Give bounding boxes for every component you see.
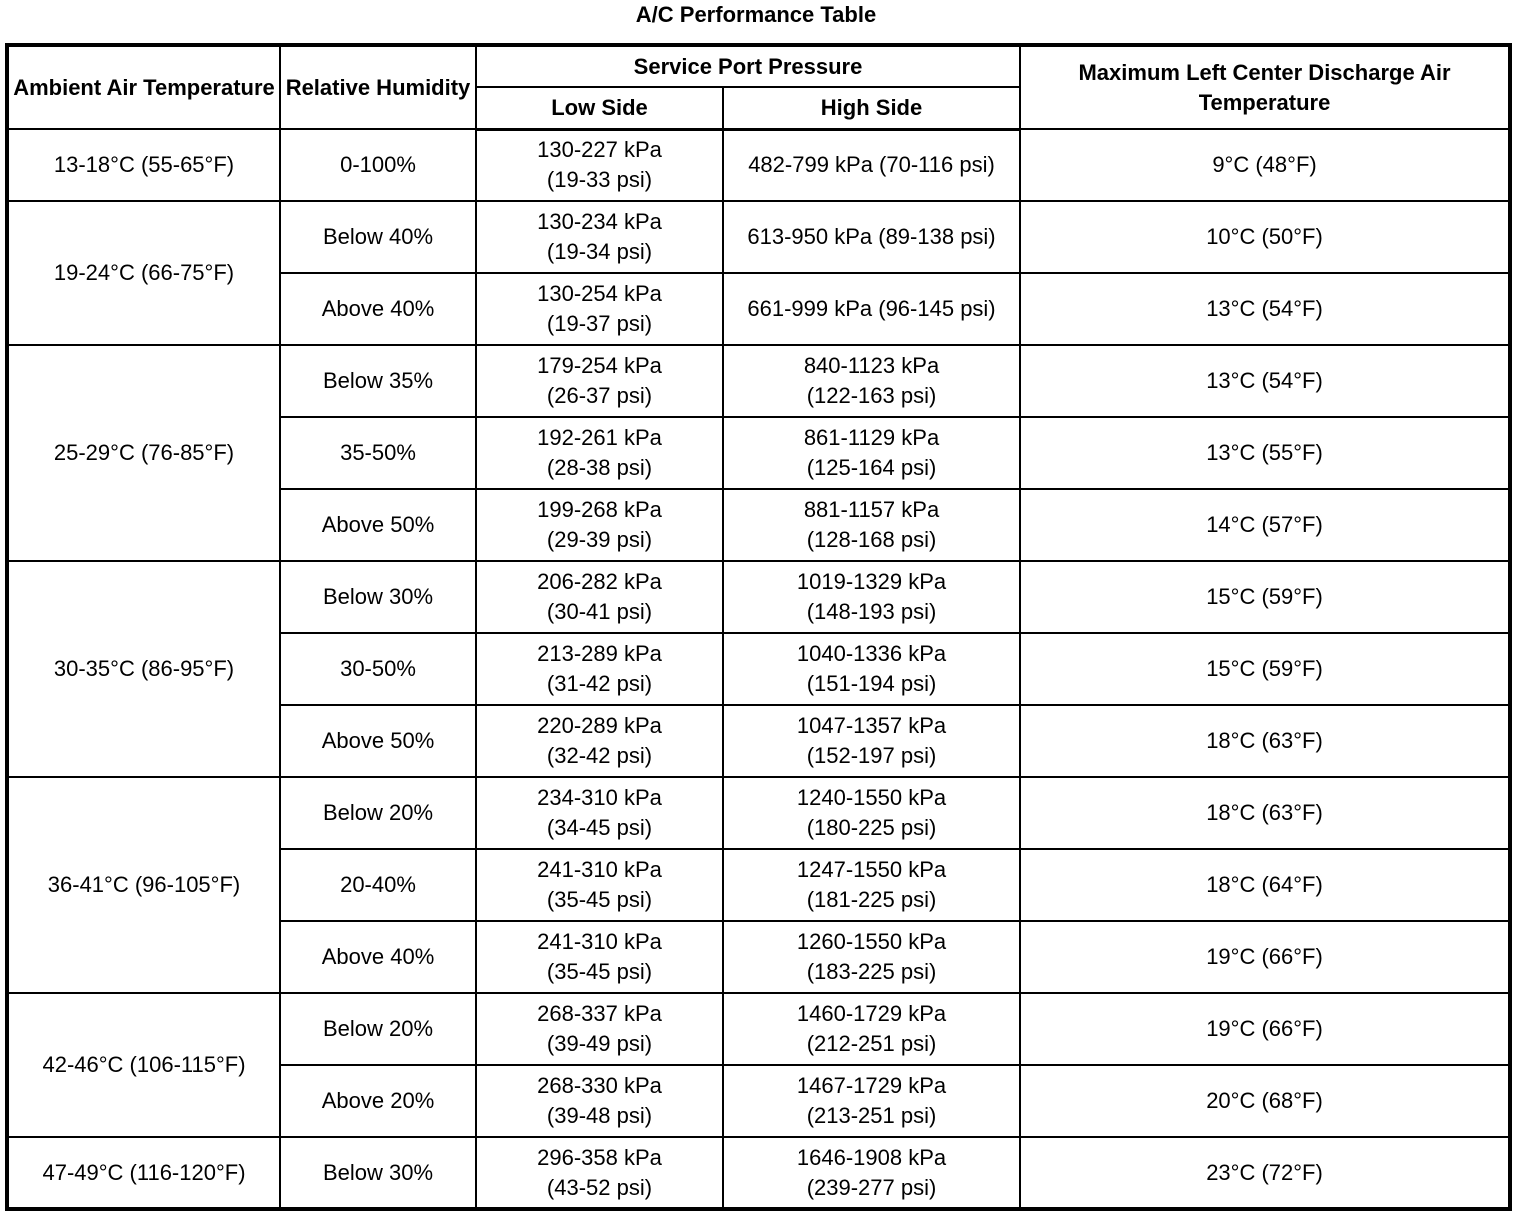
high-side-kpa: 482-799 kPa (70-116 psi) <box>748 152 995 178</box>
high-side-psi: (213-251 psi) <box>806 1103 937 1128</box>
relative-humidity-cell: Below 40% <box>280 201 476 273</box>
header-high-side: High Side <box>723 87 1020 129</box>
high-side-pressure-cell <box>723 489 1020 561</box>
high-side-kpa: 1019-1329 kPa <box>796 569 947 594</box>
high-side-psi: (180-225 psi) <box>806 815 937 840</box>
low-side-psi: (35-45 psi) <box>546 887 653 912</box>
low-side-psi: (43-52 psi) <box>546 1174 653 1200</box>
high-side-psi: (239-277 psi) <box>806 1174 937 1200</box>
max-discharge-temperature-cell: 13°C (54°F) <box>1020 273 1510 345</box>
low-side-kpa: 130-254 kPa <box>537 281 662 306</box>
low-side-pressure-cell <box>476 1065 723 1137</box>
high-side-pressure-cell <box>723 777 1020 849</box>
low-side-kpa: 234-310 kPa <box>537 785 662 810</box>
ambient-temperature-cell: 19-24°C (66-75°F) <box>7 201 280 345</box>
max-discharge-temperature-cell: 20°C (68°F) <box>1020 1065 1510 1137</box>
ambient-temperature-cell: 36-41°C (96-105°F) <box>7 777 280 993</box>
low-side-psi: (29-39 psi) <box>546 527 653 552</box>
high-side-pressure-cell <box>723 417 1020 489</box>
relative-humidity-cell: Below 20% <box>280 777 476 849</box>
low-side-pressure-cell <box>476 345 723 417</box>
table-row <box>7 129 1510 201</box>
low-side-psi: (19-33 psi) <box>546 167 653 193</box>
high-side-kpa: 881-1157 kPa <box>803 497 940 522</box>
low-side-kpa: 241-310 kPa <box>537 857 662 882</box>
low-side-pressure-cell <box>476 561 723 633</box>
high-side-kpa: 861-1129 kPa <box>803 425 940 450</box>
high-side-pressure-cell <box>723 201 1020 273</box>
table-body <box>7 129 1510 1209</box>
high-side-pressure-cell <box>723 1137 1020 1209</box>
high-side-psi: (151-194 psi) <box>806 671 937 696</box>
ambient-temperature-cell: 42-46°C (106-115°F) <box>7 993 280 1137</box>
low-side-pressure-cell <box>476 921 723 993</box>
high-side-psi: (148-193 psi) <box>806 599 937 624</box>
max-discharge-temperature-cell: 18°C (64°F) <box>1020 849 1510 921</box>
low-side-kpa: 179-254 kPa <box>537 353 662 378</box>
header-low-side: Low Side <box>476 87 723 129</box>
high-side-pressure-cell <box>723 993 1020 1065</box>
high-side-psi: (152-197 psi) <box>806 743 937 768</box>
ac-performance-table <box>5 43 1512 1211</box>
relative-humidity-cell: Below 30% <box>280 561 476 633</box>
low-side-kpa: 206-282 kPa <box>537 569 662 594</box>
high-side-pressure-cell <box>723 1065 1020 1137</box>
low-side-psi: (39-49 psi) <box>546 1031 653 1056</box>
low-side-psi: (28-38 psi) <box>546 455 653 480</box>
high-side-pressure-cell <box>723 129 1020 201</box>
table-row <box>7 1137 1510 1209</box>
high-side-kpa: 1247-1550 kPa <box>796 857 947 882</box>
relative-humidity-cell: Above 40% <box>280 273 476 345</box>
max-discharge-temperature-cell: 18°C (63°F) <box>1020 777 1510 849</box>
high-side-kpa: 1460-1729 kPa <box>796 1001 947 1026</box>
low-side-kpa: 268-337 kPa <box>537 1001 662 1026</box>
ambient-temperature-cell: 47-49°C (116-120°F) <box>7 1137 280 1209</box>
table-row <box>7 561 1510 633</box>
relative-humidity-cell: Below 35% <box>280 345 476 417</box>
high-side-pressure-cell <box>723 705 1020 777</box>
low-side-psi: (30-41 psi) <box>546 599 653 624</box>
high-side-psi: (125-164 psi) <box>806 455 937 480</box>
table-row <box>7 777 1510 849</box>
high-side-kpa: 613-950 kPa (89-138 psi) <box>747 224 996 249</box>
high-side-kpa: 1040-1336 kPa <box>796 641 947 666</box>
max-discharge-temperature-cell: 10°C (50°F) <box>1020 201 1510 273</box>
relative-humidity-cell: Above 50% <box>280 489 476 561</box>
low-side-kpa: 192-261 kPa <box>537 425 662 450</box>
low-side-psi: (32-42 psi) <box>546 743 653 768</box>
low-side-kpa: 213-289 kPa <box>537 641 662 666</box>
relative-humidity-cell: 0-100% <box>280 129 476 201</box>
low-side-psi: (35-45 psi) <box>546 959 653 984</box>
low-side-psi: (34-45 psi) <box>546 815 653 840</box>
low-side-pressure-cell <box>476 777 723 849</box>
relative-humidity-cell: Above 40% <box>280 921 476 993</box>
low-side-pressure-cell <box>476 633 723 705</box>
max-discharge-temperature-cell: 15°C (59°F) <box>1020 561 1510 633</box>
max-discharge-temperature-cell: 14°C (57°F) <box>1020 489 1510 561</box>
high-side-pressure-cell <box>723 633 1020 705</box>
low-side-psi: (19-34 psi) <box>546 239 653 264</box>
max-discharge-temperature-cell: 15°C (59°F) <box>1020 633 1510 705</box>
low-side-pressure-cell <box>476 705 723 777</box>
max-discharge-temperature-cell: 19°C (66°F) <box>1020 993 1510 1065</box>
low-side-kpa: 130-234 kPa <box>537 209 662 234</box>
header-ambient-air-temperature: Ambient Air Temperature <box>7 45 280 129</box>
relative-humidity-cell: Below 30% <box>280 1137 476 1209</box>
low-side-pressure-cell <box>476 849 723 921</box>
max-discharge-temperature-cell: 13°C (54°F) <box>1020 345 1510 417</box>
low-side-pressure-cell <box>476 993 723 1065</box>
high-side-pressure-cell <box>723 273 1020 345</box>
high-side-psi: (183-225 psi) <box>806 959 937 984</box>
relative-humidity-cell: Above 50% <box>280 705 476 777</box>
high-side-psi: (128-168 psi) <box>806 527 937 552</box>
high-side-pressure-cell <box>723 561 1020 633</box>
header-relative-humidity: Relative Humidity <box>280 45 476 129</box>
relative-humidity-cell: 35-50% <box>280 417 476 489</box>
max-discharge-temperature-cell: 23°C (72°F) <box>1020 1137 1510 1209</box>
high-side-kpa: 1467-1729 kPa <box>796 1073 947 1098</box>
high-side-kpa: 1047-1357 kPa <box>796 713 947 738</box>
table-row <box>7 201 1510 273</box>
low-side-pressure-cell <box>476 273 723 345</box>
max-discharge-temperature-cell: 13°C (55°F) <box>1020 417 1510 489</box>
page-title: A/C Performance Table <box>635 2 877 27</box>
low-side-kpa: 130-227 kPa <box>537 137 662 163</box>
relative-humidity-cell: Above 20% <box>280 1065 476 1137</box>
high-side-pressure-cell <box>723 345 1020 417</box>
low-side-pressure-cell <box>476 417 723 489</box>
relative-humidity-cell: 20-40% <box>280 849 476 921</box>
ambient-temperature-cell: 30-35°C (86-95°F) <box>7 561 280 777</box>
table-header <box>7 45 1510 129</box>
high-side-kpa: 840-1123 kPa <box>803 353 940 378</box>
ambient-temperature-cell: 13-18°C (55-65°F) <box>7 129 280 201</box>
low-side-psi: (26-37 psi) <box>546 383 653 408</box>
relative-humidity-cell: 30-50% <box>280 633 476 705</box>
header-max-discharge-air-temperature: Maximum Left Center Discharge Air Temperature <box>1020 45 1510 129</box>
low-side-kpa: 268-330 kPa <box>537 1073 662 1098</box>
low-side-kpa: 241-310 kPa <box>537 929 662 954</box>
high-side-kpa: 661-999 kPa (96-145 psi) <box>747 296 996 321</box>
low-side-kpa: 220-289 kPa <box>537 713 662 738</box>
high-side-psi: (212-251 psi) <box>806 1031 937 1056</box>
low-side-kpa: 296-358 kPa <box>537 1144 662 1170</box>
high-side-pressure-cell <box>723 849 1020 921</box>
high-side-kpa: 1260-1550 kPa <box>796 929 947 954</box>
low-side-pressure-cell <box>476 489 723 561</box>
max-discharge-temperature-cell: 9°C (48°F) <box>1020 129 1510 201</box>
low-side-pressure-cell <box>476 129 723 201</box>
header-service-port-pressure: Service Port Pressure <box>476 45 1020 87</box>
table-row <box>7 993 1510 1065</box>
high-side-psi: (181-225 psi) <box>806 887 937 912</box>
low-side-pressure-cell <box>476 201 723 273</box>
low-side-psi: (19-37 psi) <box>546 311 653 336</box>
max-discharge-temperature-cell: 18°C (63°F) <box>1020 705 1510 777</box>
high-side-psi: (122-163 psi) <box>806 383 937 408</box>
high-side-pressure-cell <box>723 921 1020 993</box>
table-row <box>7 345 1510 417</box>
low-side-psi: (31-42 psi) <box>546 671 653 696</box>
relative-humidity-cell: Below 20% <box>280 993 476 1065</box>
low-side-psi: (39-48 psi) <box>546 1103 653 1128</box>
low-side-pressure-cell <box>476 1137 723 1209</box>
high-side-kpa: 1646-1908 kPa <box>796 1144 947 1170</box>
ambient-temperature-cell: 25-29°C (76-85°F) <box>7 345 280 561</box>
high-side-kpa: 1240-1550 kPa <box>796 785 947 810</box>
max-discharge-temperature-cell: 19°C (66°F) <box>1020 921 1510 993</box>
low-side-kpa: 199-268 kPa <box>537 497 662 522</box>
